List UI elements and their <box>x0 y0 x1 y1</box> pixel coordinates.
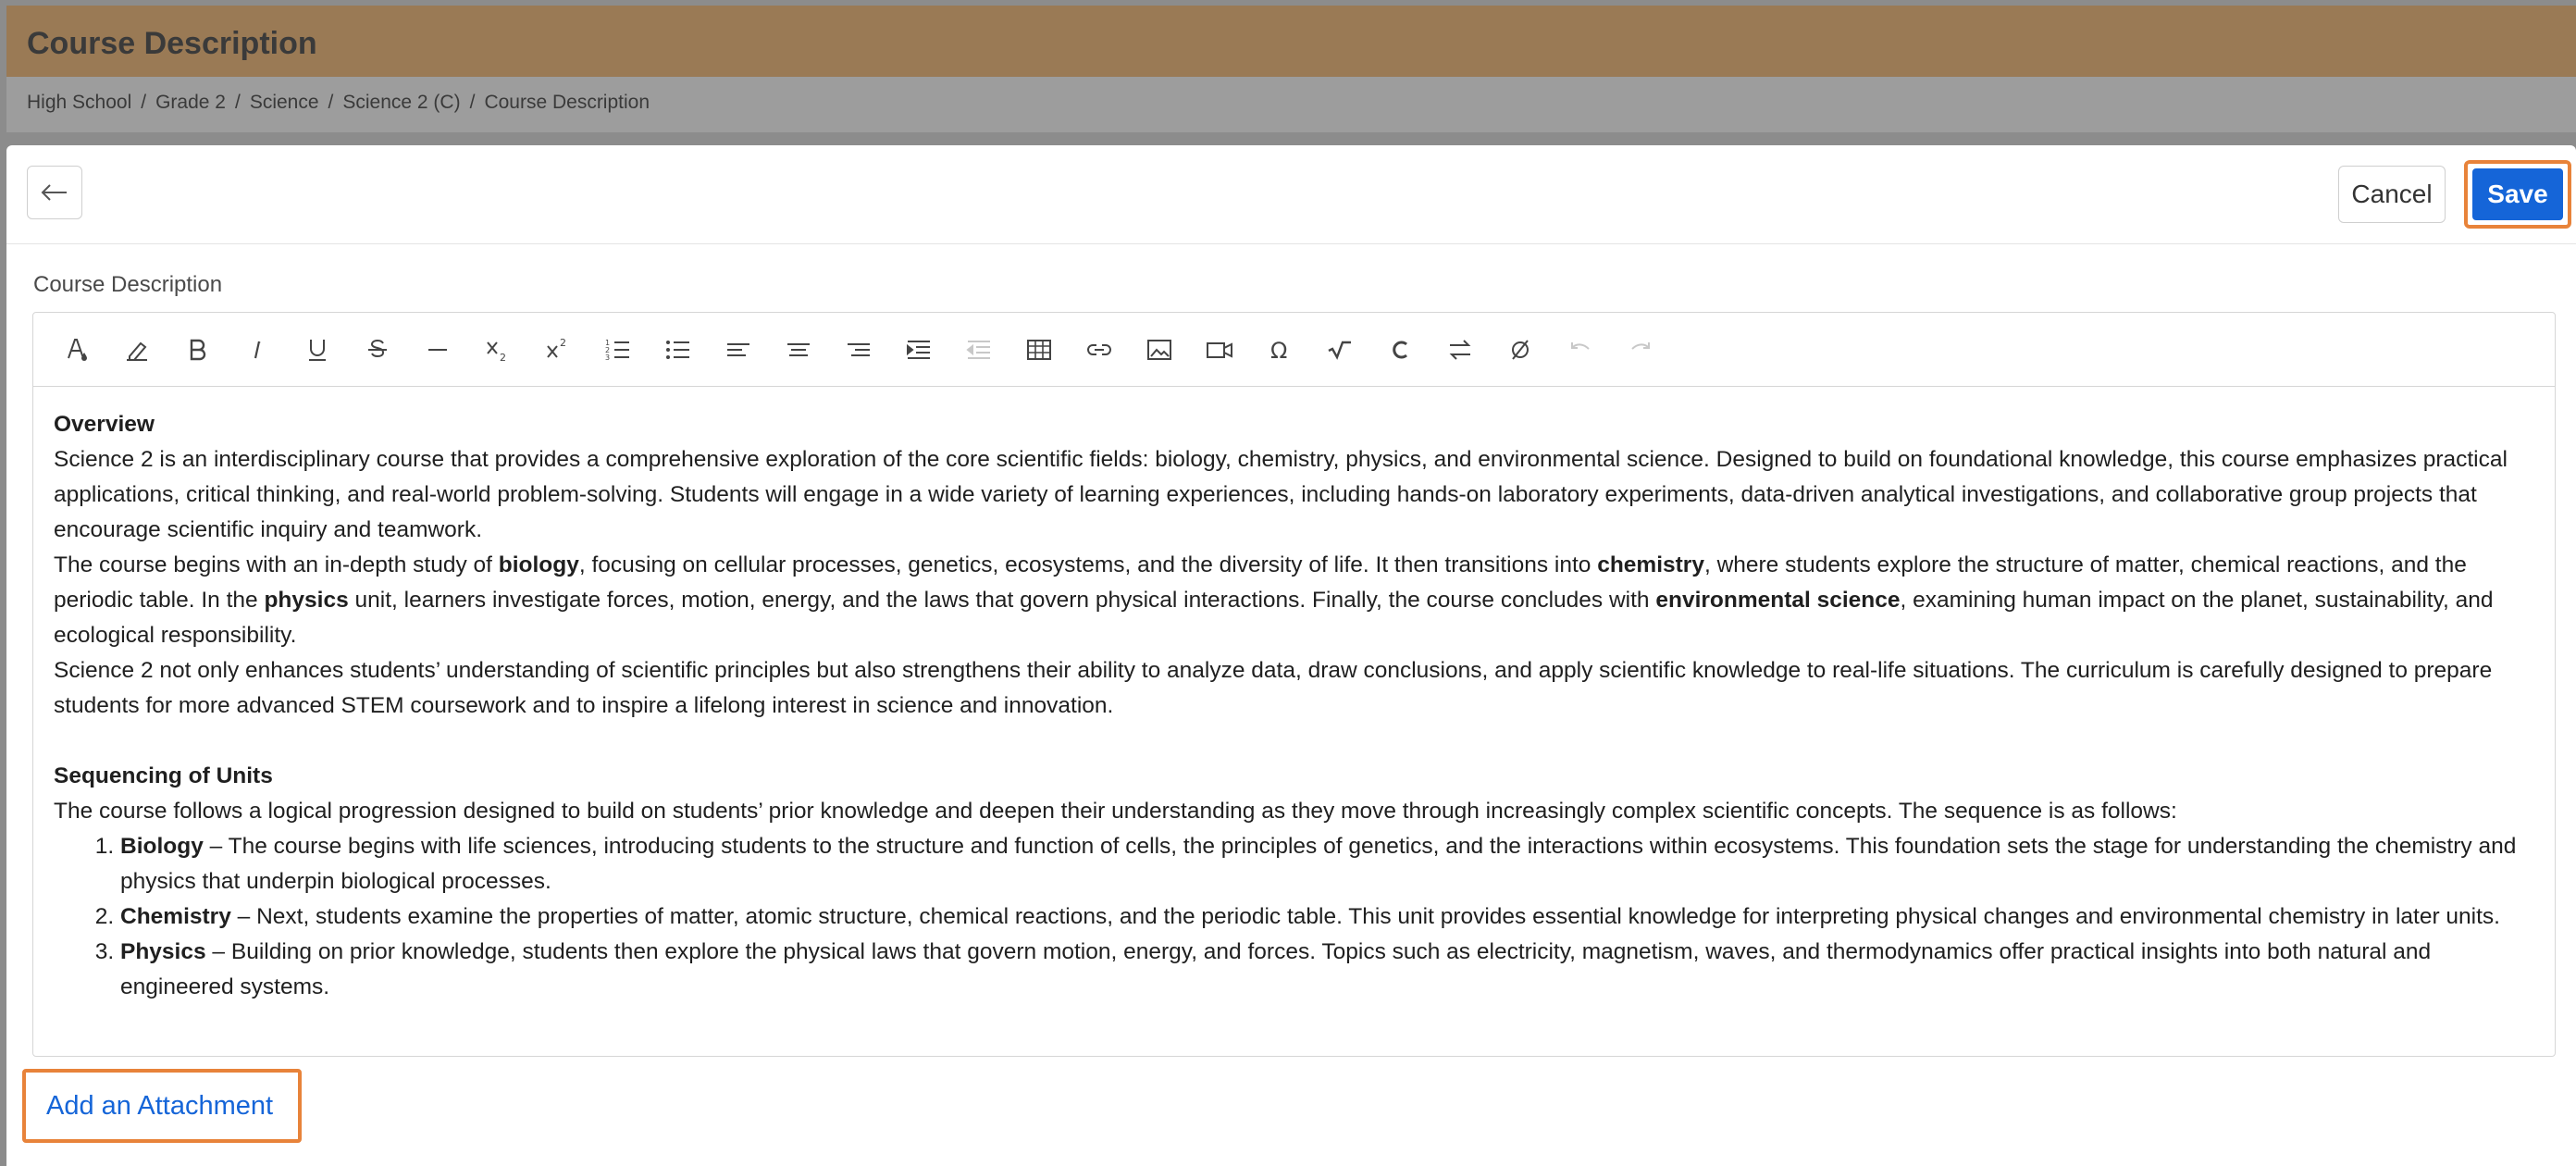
bold-icon[interactable] <box>167 322 227 378</box>
video-icon[interactable] <box>1189 322 1249 378</box>
remove-format-icon[interactable] <box>1490 322 1550 378</box>
svg-text:1: 1 <box>604 338 610 347</box>
list-item: 2. Chemistry – Next, students examine the properties of matter, atomic structure, chemical reactions, and the periodic table. This unit provides essential knowledge for interpreting physical changes and environmental chemistry in later units. <box>120 899 2543 935</box>
horizontal-rule-icon[interactable] <box>407 322 467 378</box>
indent-icon[interactable] <box>888 322 948 378</box>
modal-toolbar <box>6 145 2576 244</box>
editor-content[interactable] <box>54 407 2543 1005</box>
save-button-highlight <box>2464 160 2571 229</box>
svg-text:2: 2 <box>499 351 506 364</box>
redo-icon <box>1610 322 1670 378</box>
overview-paragraph-3: Science 2 not only enhances students’ understanding of scientific principles but also strengthens their ability to analyze data, draw conclusions, and apply scientific knowledge to real-life situations. The curriculum is carefully designed to prepare students for more advanced STEM coursework and to inspire a lifelong interest in science and innovation. <box>54 658 2493 718</box>
special-char-icon[interactable] <box>1249 322 1309 378</box>
sequencing-heading: Sequencing of Units <box>54 763 273 788</box>
breadcrumb-item-course[interactable]: Science 2 (C) <box>342 92 461 113</box>
breadcrumb-item-high-school[interactable]: High School <box>27 92 132 113</box>
breadcrumb-separator: / <box>234 92 241 113</box>
arrow-left-icon <box>41 183 68 202</box>
clear-formatting-icon[interactable] <box>1369 322 1430 378</box>
outdent-icon <box>948 322 1009 378</box>
align-center-icon[interactable] <box>768 322 828 378</box>
editor-toolbar <box>33 313 2555 387</box>
field-label: Course Description <box>33 272 223 297</box>
back-button[interactable] <box>27 166 82 219</box>
units-list <box>54 829 2543 1005</box>
overview-paragraph-2: The course begins with an in-depth study of biology, focusing on cellular processes, genetics, ecosystems, and the diversity of life. It then transitions into chemistry, where students explore the structure of matter, chemical reactions, and the periodic table. In the physics unit, learners investigate forces, motion, energy, and the laws that govern physical interactions. Finally, the course concludes with environmental science, examining human impact on the planet, sustainability, and ecological responsibility. <box>54 552 2494 648</box>
align-left-icon[interactable] <box>708 322 768 378</box>
bulleted-list-icon[interactable] <box>648 322 708 378</box>
overview-heading: Overview <box>54 412 155 437</box>
overview-paragraph: Science 2 is an interdisciplinary course that provides a comprehensive exploration of the core scientific fields: biology, chemistry, physics, and environmental science. Designed to build on foundational knowledge, this course emphasizes practical applications, critical thinking, and real-world problem-solving. Students will engage in a wide variety of learning experiences, including hands-on laboratory experiments, data-driven analytical investigations, and collaborative group projects that encourage scientific inquiry and teamwork. <box>54 447 2508 542</box>
math-icon[interactable] <box>1309 322 1369 378</box>
page-title: Course Description <box>27 26 317 61</box>
highlight-icon[interactable] <box>106 322 167 378</box>
underline-icon[interactable] <box>287 322 347 378</box>
italic-icon[interactable] <box>227 322 287 378</box>
breadcrumb-item-current: Course Description <box>484 92 650 113</box>
svg-text:2: 2 <box>604 345 610 354</box>
svg-text:2: 2 <box>559 336 566 349</box>
svg-text:3: 3 <box>604 353 610 362</box>
superscript-icon[interactable] <box>527 322 588 378</box>
breadcrumb <box>27 92 650 114</box>
breadcrumb-bar <box>6 77 2576 132</box>
page-header <box>6 6 2576 77</box>
numbered-list-icon[interactable] <box>588 322 648 378</box>
image-icon[interactable] <box>1129 322 1189 378</box>
align-right-icon[interactable] <box>828 322 888 378</box>
direction-icon[interactable] <box>1430 322 1490 378</box>
save-button[interactable]: Save <box>2472 168 2563 220</box>
breadcrumb-separator: / <box>328 92 334 113</box>
list-item: 3. Physics – Building on prior knowledge, students then explore the physical laws that govern motion, energy, and forces. Topics such as electricity, magnetism, waves, and thermodynamics offer practical insights into both natural and engineered systems. <box>120 935 2543 1005</box>
strikethrough-icon[interactable] <box>347 322 407 378</box>
undo-icon <box>1550 322 1610 378</box>
link-icon[interactable] <box>1069 322 1129 378</box>
text-color-icon[interactable] <box>46 322 106 378</box>
breadcrumb-separator: / <box>469 92 476 113</box>
rich-text-editor <box>32 312 2556 1057</box>
table-icon[interactable] <box>1009 322 1069 378</box>
breadcrumb-item-subject[interactable]: Science <box>249 92 319 113</box>
sequencing-intro: The course follows a logical progression designed to build on students’ prior knowledge and deepen their understanding as they move through increasingly complex scientific concepts. The sequence is as follows: <box>54 799 2177 824</box>
edit-modal <box>6 145 2576 1166</box>
svg-text:Ω: Ω <box>1269 337 1287 364</box>
add-attachment-link[interactable]: Add an Attachment <box>46 1090 274 1121</box>
list-item: 1. Biology – The course begins with life sciences, introducing students to the structure and function of cells, the principles of genetics, and the interactions within ecosystems. This foundation sets the stage for understanding the chemistry and physics that underpin biological processes. <box>120 829 2543 899</box>
cancel-button[interactable]: Cancel <box>2338 166 2446 223</box>
breadcrumb-separator: / <box>141 92 147 113</box>
subscript-icon[interactable] <box>467 322 527 378</box>
breadcrumb-item-grade[interactable]: Grade 2 <box>155 92 226 113</box>
attachment-highlight <box>22 1069 302 1143</box>
